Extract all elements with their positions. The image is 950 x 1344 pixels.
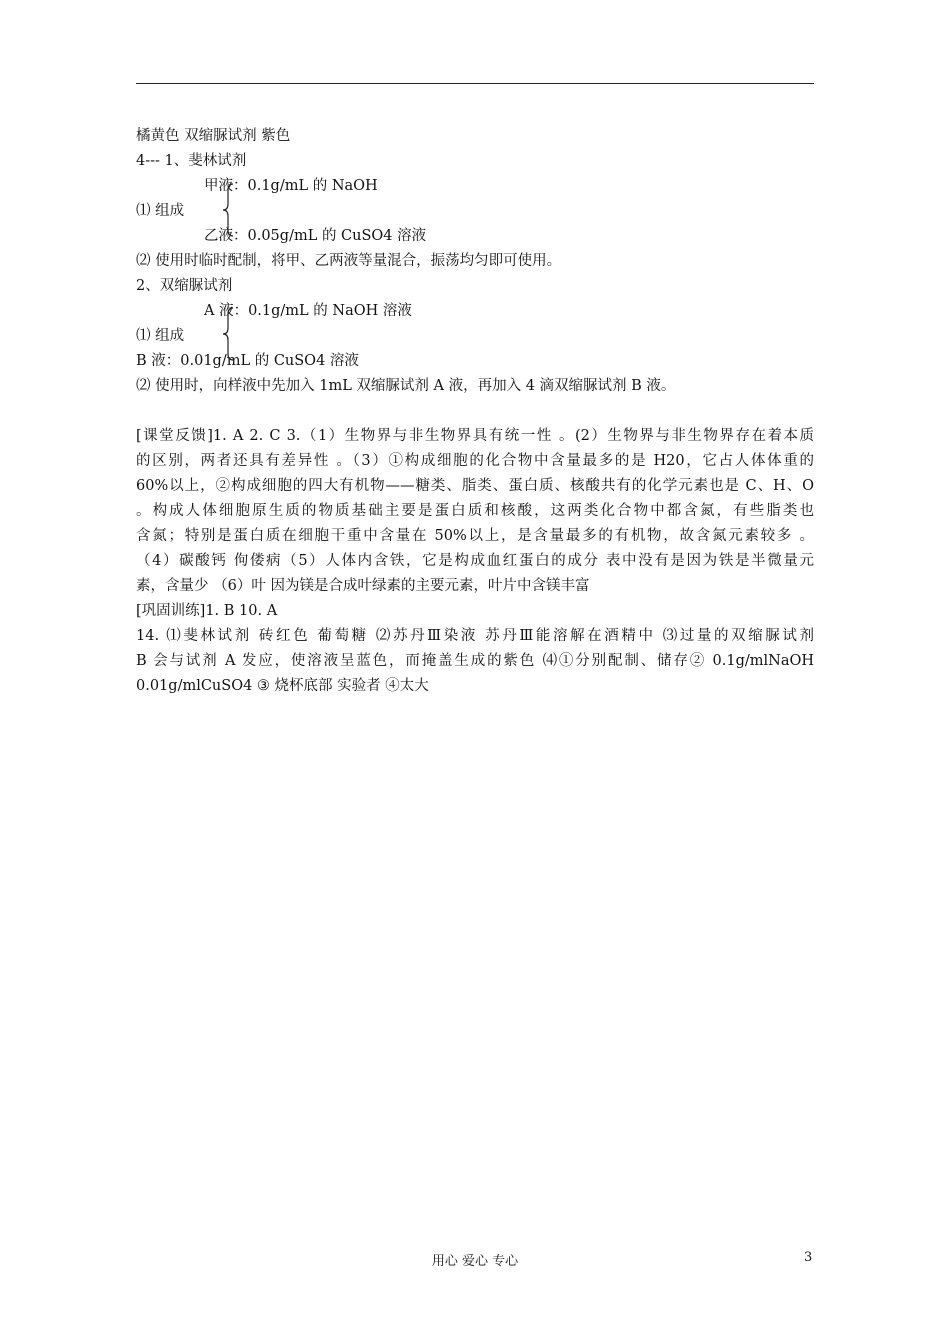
feedback-line-2: 的区别，两者还具有差异性 。（3）①构成细胞的化合物中含量最多的是 H20，它占人体体重的 (136, 453, 814, 469)
consolidation-line-4: 0.01g/mlCuSO4 ③ 烧杯底部 实验者 ④太大 (136, 678, 429, 694)
feedback-line-5: 含氮；特别是蛋白质在细胞干重中含量在 50%以上，是含量最多的有机物，故含氮元素较多 。 (136, 528, 814, 544)
text-line-11: ⑵ 使用时，向样液中先加入 1mL 双缩脲试剂 A 液，再加入 4 滴双缩脲试剂 B 液。 (136, 378, 676, 394)
text-line-4: ⑴ 组成 (136, 203, 185, 219)
text-line-10: B 液：0.01g/mL 的 CuSO4 溶液 (136, 353, 359, 369)
feedback-line-4: 。构成人体细胞原生质的物质基础主要是蛋白质和核酸，这两类化合物中都含氮，有些脂类也 (136, 503, 814, 519)
footer-motto: 用心 爱心 专心 (431, 1254, 519, 1269)
header-rule (136, 83, 814, 84)
feedback-line-6: （4）碳酸钙 佝偻病（5）人体内含铁，它是构成血红蛋白的成分 表中没有是因为铁是半微量元 (136, 553, 814, 569)
text-line-2: 4--- 1、斐林试剂 (136, 153, 247, 169)
text-line-3: 甲液：0.1g/mL 的 NaOH (204, 178, 378, 194)
consolidation-line-3: B 会与试剂 A 发应，使溶液呈蓝色，而掩盖生成的紫色 ⑷①分别配制、储存② 0.1g/mlNaOH (136, 653, 814, 669)
feedback-line-7: 素，含量少 （6）叶 因为镁是合成叶绿素的主要元素，叶片中含镁丰富 (136, 578, 590, 594)
text-line-8: A 液：0.1g/mL 的 NaOH 溶液 (204, 303, 412, 319)
consolidation-line-2: 14. ⑴斐林试剂 砖红色 葡萄糖 ⑵苏丹Ⅲ染液 苏丹Ⅲ能溶解在酒精中 ⑶过量的双缩脲试剂 (136, 628, 814, 644)
feedback-line-3: 60%以上，②构成细胞的四大有机物——糖类、脂类、蛋白质、核酸共有的化学元素也是 C、H、O (136, 478, 814, 494)
feedback-line-1: [课堂反馈]1. A 2. C 3.（1）生物界与非生物界具有统一性 。(2）生物界与非生物界存在着本质 (136, 428, 814, 444)
brace-icon (222, 183, 236, 237)
consolidation-line-1: [巩固训练]1. B 10. A (136, 603, 278, 619)
text-line-1: 橘黄色 双缩脲试剂 紫色 (136, 128, 291, 144)
page-number: 3 (804, 1250, 813, 1265)
text-line-5: 乙液：0.05g/mL 的 CuSO4 溶液 (204, 228, 427, 244)
text-line-9: ⑴ 组成 (136, 328, 185, 344)
text-line-6: ⑵ 使用时临时配制，将甲、乙两液等量混合，振荡均匀即可使用。 (136, 253, 562, 269)
text-line-7: 2、双缩脲试剂 (136, 278, 233, 294)
brace-icon (222, 307, 236, 361)
